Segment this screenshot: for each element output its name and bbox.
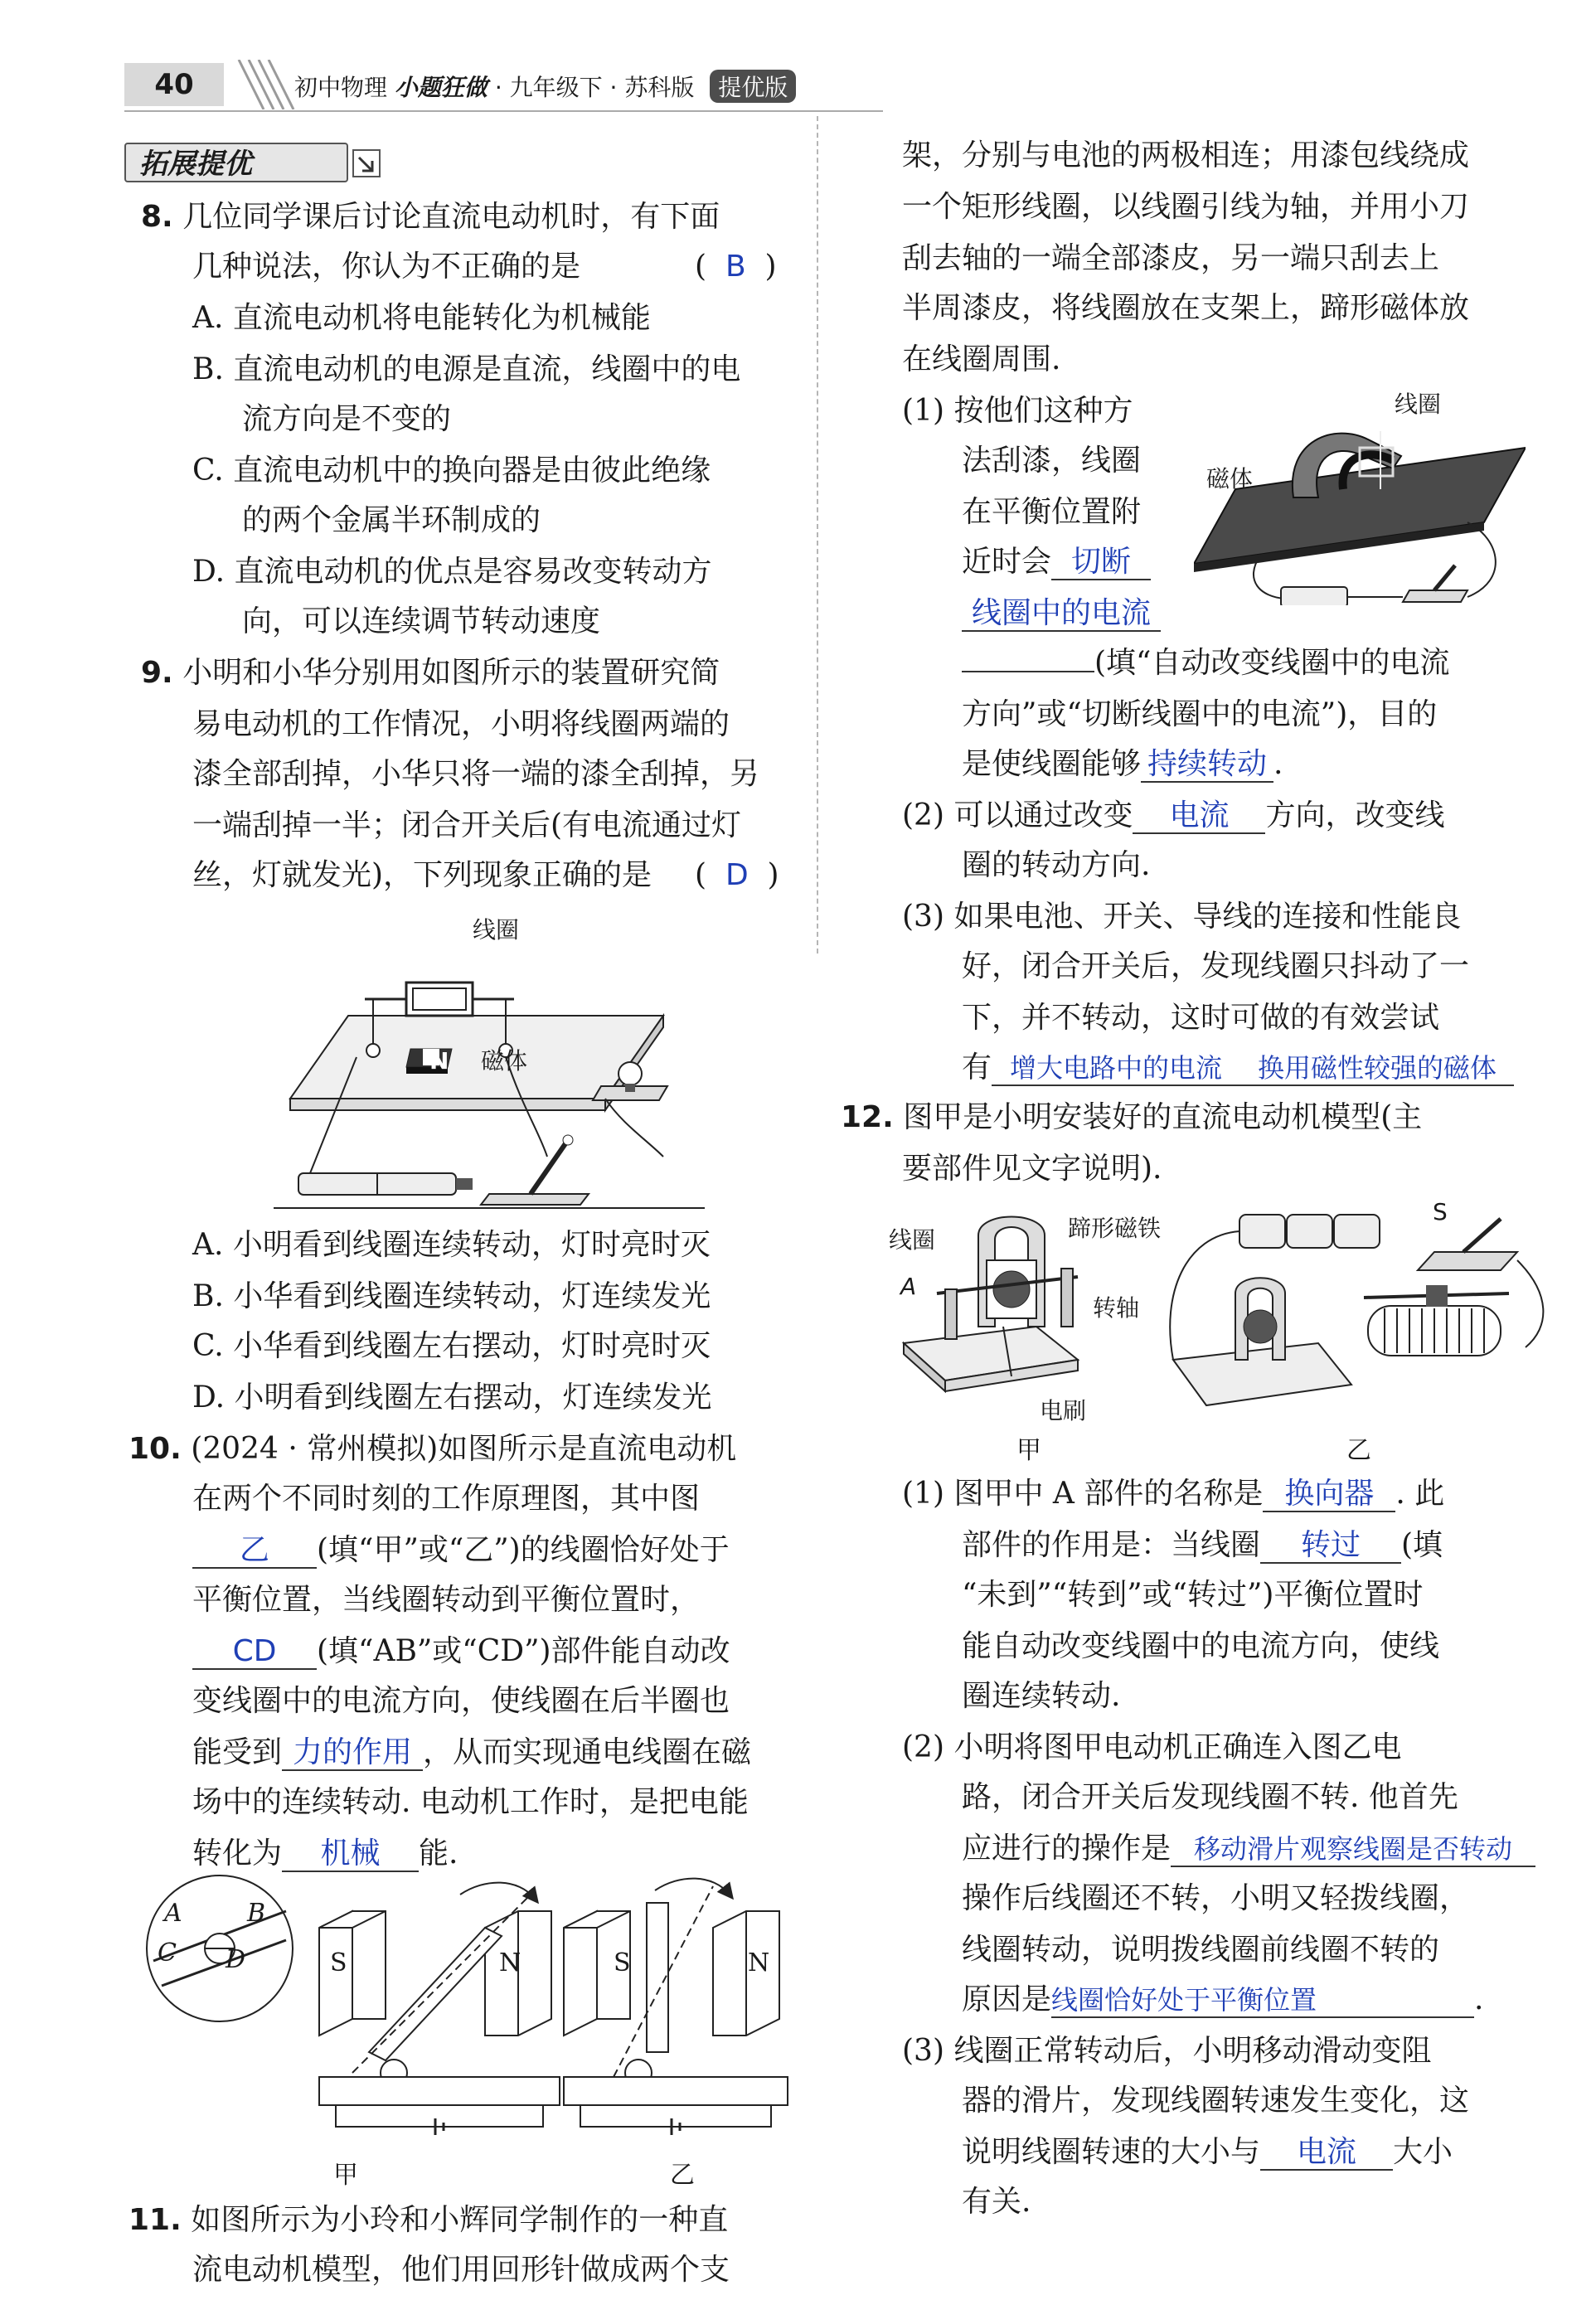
q9-stem-line3: 漆全部刮掉，小华只将一端的漆全刮掉，另 — [192, 757, 760, 791]
q11-p1-line4: 近时会 切断 — [962, 544, 1151, 580]
q10-line3: 乙 (填“甲”或“乙”)的线圈恰好处于 — [192, 1532, 730, 1569]
q11-p3-line3: 下，并不转动，这时可做的有效尝试 — [962, 1001, 1440, 1035]
q12-caption-jia: 甲 — [1016, 1436, 1041, 1465]
q12-p2-line1: (2) 小明将图甲电动机正确连入图乙电 — [902, 1730, 1402, 1764]
q12-p3-line4: 有关. — [962, 2185, 1031, 2219]
q12-p2-line2: 路，闭合开关后发现线圈不转. 他首先 — [962, 1780, 1458, 1814]
q9-fig-label-coil: 线圈 — [473, 916, 520, 944]
q11-p1-line8: 是使线圈能够 持续转动 . — [962, 747, 1283, 781]
q11-line6: 半周漆皮，将线圈放在支架上，蹄形磁体放 — [902, 291, 1470, 325]
q11-line3: 架，分别与电池的两极相连；用漆包线绕成 — [902, 138, 1470, 172]
q9-stem-line4: 一端刮掉一半；闭合开关后(有电流通过灯 — [192, 808, 742, 842]
q8-stem-line2: 几种说法，你认为不正确的是 — [192, 250, 581, 284]
q12-p2-line6: 原因是线圈恰好处于平衡位置 . — [962, 1982, 1484, 2016]
q9-option-b: B. 小华看到线圈连续转动，灯连续发光 — [192, 1279, 711, 1313]
q8-option-a: A. 直流电动机将电能转化为机械能 — [192, 301, 651, 335]
q10-line5: CD (填“AB”或“CD”)部件能自动改 — [192, 1633, 730, 1670]
q11-p1-line1: (1) 按他们这种方 — [902, 394, 1133, 428]
q9-stem-line5: 丝，灯就发光)，下列现象正确的是 — [192, 858, 652, 892]
q9-answer: ( D ) — [695, 858, 779, 892]
q10-caption-jia: 甲 — [333, 2161, 358, 2190]
q10-line8: 场中的连续转动. 电动机工作时，是把电能 — [192, 1785, 749, 1819]
q10-fig-label-n-yi: N — [748, 1948, 770, 1977]
q11-p3-line2: 好，闭合开关后，发现线圈只抖动了一 — [962, 949, 1470, 983]
q9-fig-label-magnet: 磁体 — [481, 1047, 528, 1075]
arrow-corner-icon — [352, 149, 381, 177]
q12-line2: 要部件见文字说明). — [902, 1152, 1162, 1186]
q12-p1-line2: 部件的作用是：当线圈 转过 (填 — [962, 1528, 1443, 1562]
q12-fig-label-axle: 转轴 — [1093, 1294, 1140, 1322]
q12-p1-line3: “未到”“转到”或“转过”)平衡位置时 — [962, 1578, 1424, 1612]
q12-p3-line1: (3) 线圈正常转动后，小明移动滑动变阻 — [902, 2034, 1432, 2068]
q12-fig-label-a: A — [900, 1273, 917, 1300]
q8-option-d-line1: D. 直流电动机的优点是容易改变转动方 — [192, 555, 712, 589]
q11-p3-line4: 有 增大电路中的电流 换用磁性较强的磁体 — [962, 1050, 1514, 1086]
q9-option-d: D. 小明看到线圈左右摆动，灯连续发光 — [192, 1380, 712, 1414]
q11-p1-line6: (填“自动改变线圈中的电流 — [962, 645, 1449, 682]
q10-principle-figure — [137, 1861, 817, 2152]
q11-p1-line2: 法刮漆，线圈 — [962, 444, 1142, 478]
section-label: 拓展提优 — [124, 143, 348, 182]
header-subject: 初中物理 — [294, 74, 388, 101]
q8-option-c-line1: C. 直流电动机中的换向器是由彼此绝缘 — [192, 454, 711, 488]
q10-line9: 转化为 机械 能. — [192, 1837, 458, 1871]
q11-line4: 一个矩形线圈，以线圈引线为轴，并用小刀 — [902, 190, 1470, 224]
q12-caption-yi: 乙 — [1346, 1436, 1371, 1465]
header-edition-badge: 提优版 — [710, 70, 796, 103]
q11-line1: 11. 如图所示为小玲和小辉同学制作的一种直 — [129, 2203, 729, 2237]
header-rule — [124, 110, 883, 112]
q10-line6: 变线圈中的电流方向，使线圈在后半圈也 — [192, 1684, 730, 1718]
q11-line5: 刮去轴的一端全部漆皮，另一端只刮去上 — [902, 241, 1440, 275]
q12-p2-line4: 操作后线圈还不转，小明又轻拨线圈， — [962, 1881, 1470, 1915]
q11-p2-line1: (2) 可以通过改变 电流 方向，改变线 — [902, 798, 1445, 832]
q9-stem-line2: 易电动机的工作情况，小明将线圈两端的 — [192, 707, 730, 741]
q12-fig-label-magnet: 蹄形磁铁 — [1068, 1215, 1162, 1242]
q11-fig-label-magnet: 磁体 — [1206, 465, 1254, 493]
q10-caption-yi: 乙 — [670, 2161, 695, 2190]
q11-p3-line1: (3) 如果电池、开关、导线的连接和性能良 — [902, 900, 1462, 934]
q11-p2-line2: 圈的转动方向. — [962, 848, 1151, 882]
q8-option-d-line2: 向，可以连续调节转动速度 — [242, 604, 601, 638]
q11-p1-line5: 线圈中的电流 — [962, 595, 1161, 632]
q10-line7: 能受到 力的作用 ，从而实现通电线圈在磁 — [192, 1735, 752, 1769]
column-divider — [817, 116, 818, 953]
q12-p3-line3: 说明线圈转速的大小与 电流 大小 — [962, 2135, 1453, 2169]
q12-p1-line4: 能自动改变线圈中的电流方向，使线 — [962, 1629, 1440, 1663]
q12-motor-figure — [887, 1202, 1567, 1451]
page-header — [124, 60, 887, 111]
q9-fig-label-n: N — [429, 1047, 449, 1075]
q12-p2-line3: 应进行的操作是 移动滑片观察线圈是否转动 — [962, 1831, 1535, 1867]
q12-p3-line2: 器的滑片，发现线圈转速发生变化，这 — [962, 2084, 1470, 2118]
q12-p1-line1: (1) 图甲中 A 部件的名称是 换向器 . 此 — [902, 1477, 1445, 1511]
q11-line7: 在线圈周围. — [902, 342, 1061, 376]
q9-stem-line1: 9. 小明和小华分别用如图所示的装置研究简 — [141, 656, 720, 690]
q10-fig-label-s-yi: S — [614, 1948, 631, 1977]
q12-line1: 12. 图甲是小明安装好的直流电动机模型(主 — [841, 1100, 1423, 1134]
q8-option-b-line1: B. 直流电动机的电源是直流，线圈中的电 — [192, 352, 741, 386]
q10-fig-label-b: B — [247, 1899, 266, 1928]
q11-p1-line3: 在平衡位置附 — [962, 495, 1142, 529]
q11-motor-figure — [1194, 390, 1526, 605]
q10-fig-label-n-jia: N — [499, 1948, 521, 1977]
q11-line2: 流电动机模型，他们用回形针做成两个支 — [192, 2253, 730, 2287]
q12-p1-line5: 圈连续转动. — [962, 1679, 1121, 1713]
q12-p2-line5: 线圈转动，说明拨线圈前线圈不转的 — [962, 1933, 1440, 1967]
page-number: 40 — [124, 63, 224, 106]
q8-answer: ( B ) — [695, 250, 777, 284]
q8-option-b-line2: 流方向是不变的 — [242, 402, 452, 436]
q9-option-a: A. 小明看到线圈连续转动，灯时亮时灭 — [192, 1228, 711, 1262]
q11-p1-line7: 方向”或“切断线圈中的电流”)，目的 — [962, 697, 1438, 731]
q9-option-c: C. 小华看到线圈左右摆动，灯时亮时灭 — [192, 1329, 711, 1363]
q8-stem-line1: 8. 几位同学课后讨论直流电动机时，有下面 — [141, 200, 720, 234]
q10-line1: 10. (2024 · 常州模拟)如图所示是直流电动机 — [129, 1432, 737, 1466]
q10-fig-label-a: A — [164, 1899, 182, 1928]
q12-fig-label-s: S — [1433, 1198, 1448, 1225]
header-title — [294, 70, 796, 103]
q12-fig-label-brush: 电刷 — [1040, 1397, 1087, 1424]
q12-fig-label-coil: 线圈 — [889, 1226, 936, 1254]
q10-line4: 平衡位置，当线圈转动到平衡位置时， — [192, 1583, 701, 1617]
q11-fig-label-coil: 线圈 — [1395, 391, 1442, 418]
q10-fig-label-c: C — [158, 1939, 177, 1968]
q10-fig-label-d: D — [226, 1945, 246, 1974]
header-brand: 小题狂做 — [394, 74, 488, 101]
header-grade: · 九年级下 · 苏科版 — [494, 74, 695, 101]
q10-fig-label-s-jia: S — [330, 1948, 347, 1977]
q10-line2: 在两个不同时刻的工作原理图，其中图 — [192, 1482, 701, 1516]
q8-option-c-line2: 的两个金属半环制成的 — [242, 503, 541, 537]
